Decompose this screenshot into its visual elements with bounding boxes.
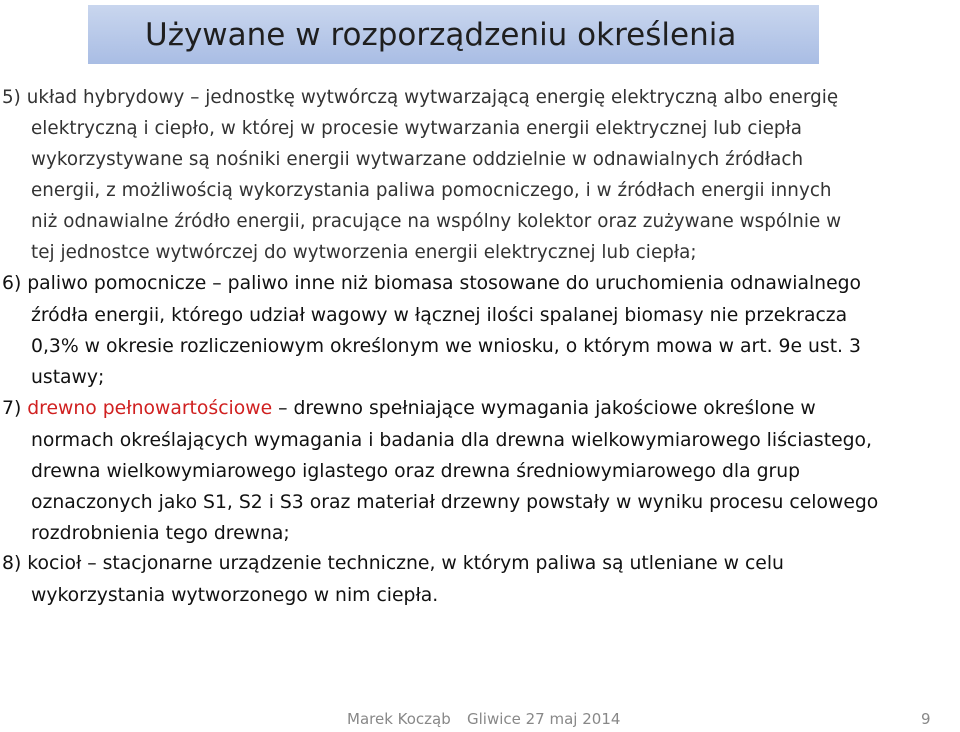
slide-title-bar	[88, 5, 819, 64]
definition-line: 5) układ hybrydowy – jednostkę wytwórczą wytwarzającą energię elektryczną albo energię	[2, 87, 839, 108]
definition-line: elektryczną i ciepło, w której w procesie wytwarzania energii elektrycznej lub ciepła	[31, 118, 803, 139]
definition-term-highlight: drewno pełnowartościowe	[27, 398, 273, 419]
definition-line: normach określających wymagania i badania dla drewna wielkowymiarowego liściastego,	[31, 430, 873, 451]
definition-line: wykorzystania wytworzonego w nim ciepła.	[31, 585, 439, 606]
definition-line: energii, z możliwością wykorzystania paliwa pomocniczego, i w źródłach energii innych	[31, 180, 832, 201]
footer-place-date: Gliwice 27 maj 2014	[467, 710, 621, 728]
definition-line: 0,3% w okresie rozliczeniowym określonym we wniosku, o którym mowa w art. 9e ust. 3	[31, 336, 861, 357]
definition-number: 7)	[2, 398, 28, 419]
definition-line: wykorzystywane są nośniki energii wytwarzane oddzielnie w odnawialnych źródłach	[31, 149, 804, 170]
footer-page-number: 9	[921, 710, 931, 728]
definition-line: tej jednostce wytwórczej do wytworzenia energii elektrycznej lub ciepła;	[31, 242, 697, 263]
definition-line-first	[2, 398, 816, 419]
definition-line: 6) paliwo pomocnicze – paliwo inne niż biomasa stosowane do uruchomienia odnawialnego	[2, 273, 862, 294]
definition-line: oznaczonych jako S1, S2 i S3 oraz materiał drzewny powstały w wyniku procesu celowego	[31, 492, 879, 513]
definition-line: ustawy;	[31, 367, 105, 388]
footer-author: Marek Kocząb	[347, 710, 451, 728]
slide-footer	[0, 710, 960, 730]
definition-line: drewna wielkowymiarowego iglastego oraz drewna średniowymiarowego dla grup	[31, 461, 801, 482]
definition-line: 8) kocioł – stacjonarne urządzenie techniczne, w którym paliwa są utleniane w celu	[2, 553, 784, 574]
slide-title: Używane w rozporządzeniu określenia	[145, 16, 737, 53]
definition-line: źródła energii, którego udział wagowy w łącznej ilości spalanej biomasy nie przekracza	[31, 305, 848, 326]
definition-line: rozdrobnienia tego drewna;	[31, 523, 290, 544]
definition-text: – drewno spełniające wymagania jakościowe określone w	[272, 398, 816, 419]
definition-line: niż odnawialne źródło energii, pracujące na wspólny kolektor oraz zużywane wspólnie w	[31, 211, 842, 232]
